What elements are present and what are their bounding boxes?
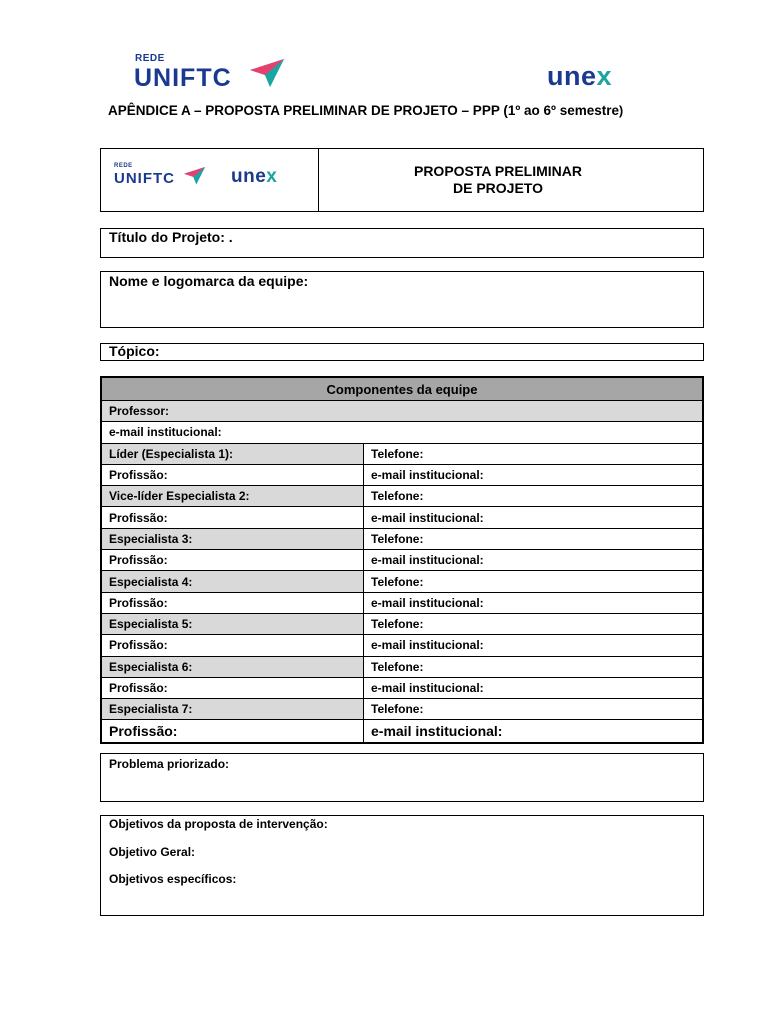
unex-logo — [547, 63, 657, 93]
team-heading: Componentes da equipe — [102, 378, 703, 401]
team-row-left-cell[interactable]: Líder (Especialista 1): — [102, 443, 364, 464]
uniftc-small-arrow-icon — [184, 165, 205, 185]
professor-email-cell[interactable]: e-mail institucional: — [102, 422, 703, 443]
team-table — [101, 377, 703, 743]
team-row-left-cell[interactable]: Especialista 5: — [102, 613, 364, 634]
uniftc-logo — [134, 53, 284, 93]
objetivo-geral-label: Objetivo Geral: — [109, 845, 196, 859]
form-header-title — [320, 163, 676, 197]
team-table-wrapper — [100, 376, 704, 744]
team-row-right-cell[interactable]: e-mail institucional: — [364, 592, 703, 613]
team-row-left-cell[interactable]: Vice-líder Especialista 2: — [102, 486, 364, 507]
titulo-label: Título do Projeto: . — [109, 229, 233, 245]
professor-cell[interactable]: Professor: — [102, 401, 703, 422]
team-row — [102, 443, 703, 464]
team-row-right-cell[interactable]: e-mail institucional: — [364, 550, 703, 571]
uniftc-logo-rede-text: REDE — [135, 53, 165, 64]
form-header-logos-cell — [101, 149, 319, 211]
team-row — [102, 699, 703, 720]
team-row — [102, 464, 703, 485]
team-row-left-cell[interactable]: Profissão: — [102, 635, 364, 656]
team-row-right-cell[interactable]: Telefone: — [364, 528, 703, 549]
team-row-left-cell[interactable]: Especialista 4: — [102, 571, 364, 592]
team-row-right-cell[interactable]: e-mail institucional: — [364, 677, 703, 698]
team-row-left-cell[interactable]: Profissão: — [102, 507, 364, 528]
topico-label: Tópico: — [109, 343, 160, 359]
objetivos-heading: Objetivos da proposta de intervenção: — [109, 817, 328, 831]
team-row — [102, 507, 703, 528]
uniftc-small-rede-text: REDE — [114, 163, 133, 169]
team-row — [102, 528, 703, 549]
team-row-right-cell[interactable]: e-mail institucional: — [364, 635, 703, 656]
team-row-right-cell[interactable]: Telefone: — [364, 443, 703, 464]
team-row-left-cell[interactable]: Profissão: — [102, 592, 364, 613]
team-row-right-cell[interactable]: e-mail institucional: — [364, 507, 703, 528]
team-last-right-cell[interactable]: e-mail institucional: — [364, 720, 703, 743]
uniftc-small-logo — [114, 163, 204, 193]
team-row-left-cell[interactable]: Especialista 6: — [102, 656, 364, 677]
team-row — [102, 656, 703, 677]
unex-logo-wordmark: unex — [547, 61, 613, 91]
problema-field[interactable] — [100, 753, 704, 802]
problema-label: Problema priorizado: — [109, 757, 230, 771]
team-rows — [102, 443, 703, 720]
nome-logomarca-field[interactable] — [100, 271, 704, 328]
titulo-field[interactable] — [100, 228, 704, 258]
team-row — [102, 550, 703, 571]
team-row — [102, 677, 703, 698]
team-row — [102, 635, 703, 656]
objetivos-field[interactable] — [100, 815, 704, 916]
form-header-title-line1: PROPOSTA PRELIMINAR — [413, 163, 582, 179]
page-title: APÊNDICE A – PROPOSTA PRELIMINAR DE PROJETO – PPP (1º ao 6º semestre) — [108, 103, 624, 118]
team-row-right-cell[interactable]: Telefone: — [364, 486, 703, 507]
team-row-left-cell[interactable]: Especialista 3: — [102, 528, 364, 549]
form-header-box — [100, 148, 704, 212]
uniftc-logo-wordmark: UNIFTC — [134, 64, 232, 92]
team-row — [102, 486, 703, 507]
team-row-right-cell[interactable]: Telefone: — [364, 656, 703, 677]
team-row-right-cell[interactable]: e-mail institucional: — [364, 464, 703, 485]
objetivos-especificos-label: Objetivos específicos: — [109, 872, 237, 886]
topico-field[interactable] — [100, 343, 704, 361]
team-row-left-cell[interactable]: Profissão: — [102, 550, 364, 571]
team-row — [102, 571, 703, 592]
team-row-left-cell[interactable]: Profissão: — [102, 464, 364, 485]
team-row-right-cell[interactable]: Telefone: — [364, 699, 703, 720]
nome-logomarca-label: Nome e logomarca da equipe: — [109, 273, 309, 289]
form-header-title-line2: DE PROJETO — [453, 180, 543, 196]
team-row — [102, 613, 703, 634]
team-row-right-cell[interactable]: Telefone: — [364, 571, 703, 592]
team-last-left-cell[interactable]: Profissão: — [102, 720, 364, 743]
team-row — [102, 592, 703, 613]
team-row-right-cell[interactable]: Telefone: — [364, 613, 703, 634]
unex-small-wordmark: unex — [231, 166, 278, 187]
team-row-left-cell[interactable]: Especialista 7: — [102, 699, 364, 720]
team-row-left-cell[interactable]: Profissão: — [102, 677, 364, 698]
unex-small-logo — [231, 167, 277, 187]
uniftc-small-wordmark: UNIFTC — [114, 170, 175, 187]
uniftc-arrow-icon — [250, 56, 284, 88]
